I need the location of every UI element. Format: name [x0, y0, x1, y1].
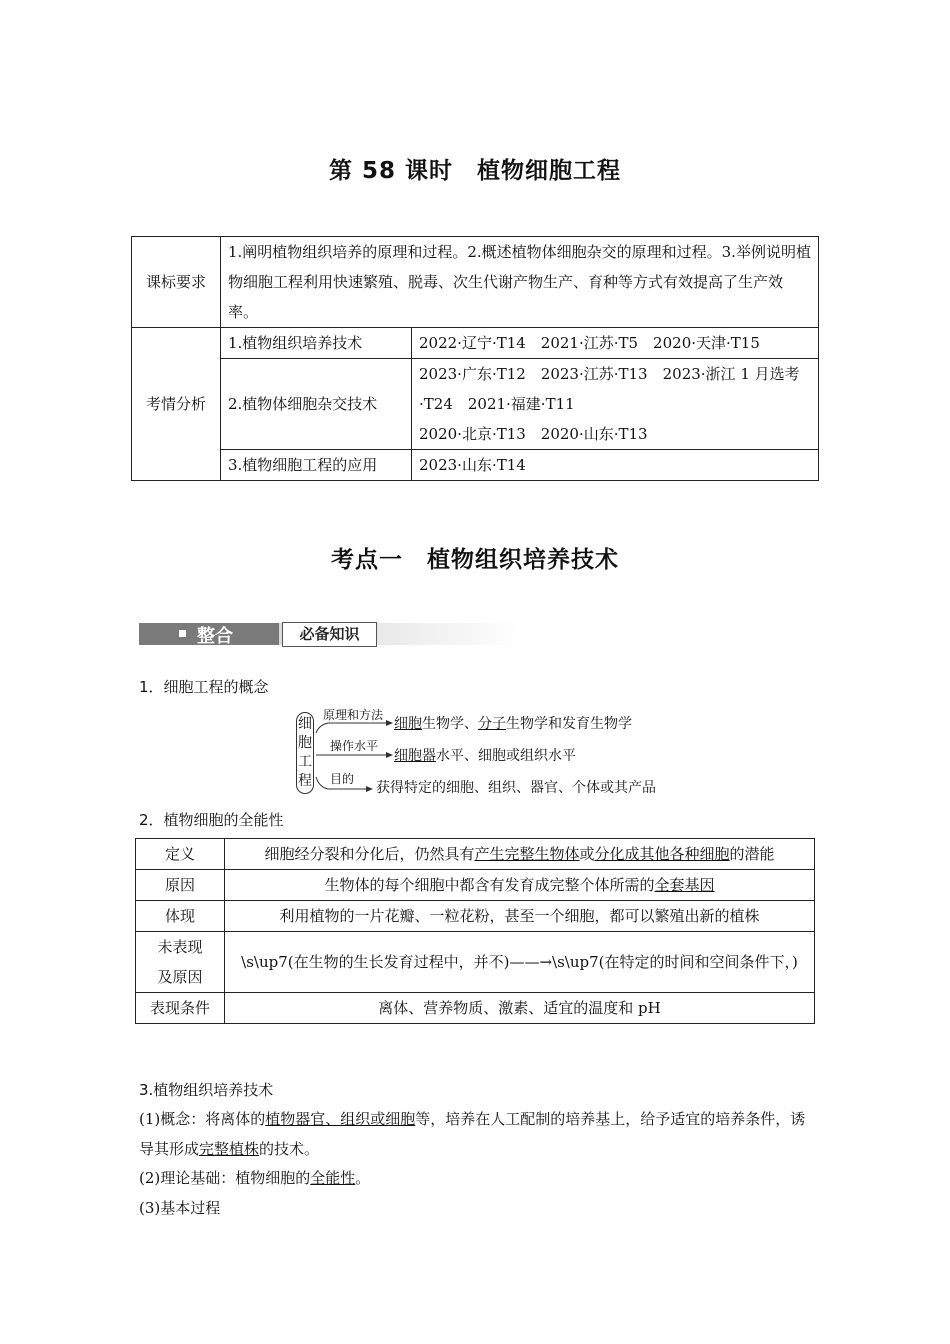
exam-cell	[412, 359, 819, 450]
topic-cell: 1.植物组织培养技术	[221, 328, 412, 359]
underlined-term: 完整植株	[199, 1140, 260, 1158]
underlined-term: 细胞器	[394, 748, 436, 764]
row-label	[136, 932, 225, 993]
underlined-term: 植物器官、组织或细胞	[265, 1110, 416, 1128]
branch-text	[394, 713, 632, 733]
text: (2)理论基础：植物细胞的	[139, 1169, 311, 1187]
row-label: 表现条件	[136, 993, 225, 1024]
row-content	[225, 839, 815, 870]
banner-tag: 必备知识	[282, 622, 377, 647]
text: 生物学和发育生物学	[506, 716, 632, 732]
text: 。	[355, 1169, 371, 1187]
heading-1: 1．细胞工程的概念	[139, 678, 269, 696]
square-icon	[179, 630, 186, 637]
text: (1)概念：将离体的	[139, 1110, 266, 1128]
course-requirements-header: 课标要求	[132, 237, 221, 328]
row-label: 定义	[136, 839, 225, 870]
paragraph-concept	[139, 1104, 811, 1164]
text: 的潜能	[729, 845, 775, 863]
underlined-term: 细胞	[394, 716, 422, 732]
section-banner	[139, 621, 521, 653]
heading-3: 3.植物组织培养技术	[139, 1081, 274, 1099]
row-content	[225, 870, 815, 901]
center-char: 胞	[298, 735, 312, 751]
row-content: 离体、营养物质、激素、适宜的温度和 pH	[225, 993, 815, 1024]
exam-cell: 2023·山东·T14	[412, 450, 819, 481]
requirements-table	[131, 236, 819, 481]
row-content: \s\up7(在生物的生长发育过程中，并不)——→\s\up7(在特定的时间和空间条件下，)	[225, 932, 815, 993]
branch-label: 原理和方法	[323, 708, 384, 722]
branch-label: 目的	[330, 772, 355, 786]
center-char: 程	[298, 773, 312, 789]
underlined-term: 全能性	[310, 1169, 356, 1187]
underlined-term: 分化成其他各种细胞	[594, 845, 730, 863]
center-char: 工	[298, 754, 312, 770]
concept-diagram	[292, 703, 672, 799]
row-label: 原因	[136, 870, 225, 901]
row-content: 利用植物的一片花瓣、一粒花粉，甚至一个细胞，都可以繁殖出新的植株	[225, 901, 815, 932]
branch-label: 操作水平	[330, 739, 379, 753]
paragraph-theory	[139, 1163, 370, 1193]
exam-analysis-header: 考情分析	[132, 328, 221, 481]
underlined-term: 分子	[478, 716, 506, 732]
text: 的技术。	[259, 1140, 320, 1158]
text: 生物体的每个细胞中都含有发育成完整个体所需的	[324, 876, 655, 894]
label-line: 未表现	[157, 938, 203, 956]
underlined-term: 产生完整生物体	[474, 845, 580, 863]
page-title: 第 58 课时 植物细胞工程	[328, 158, 622, 184]
heading-2: 2．植物细胞的全能性	[139, 811, 284, 829]
text: 水平、细胞或组织水平	[436, 748, 576, 764]
text: 等，培养在人工配制的培养基上，给予适宜的培养条件，诱导其形成	[139, 1110, 806, 1158]
exam-line: 2020·北京·T13 2020·山东·T13	[419, 425, 648, 443]
branch-text	[376, 777, 656, 797]
topic-cell: 3.植物细胞工程的应用	[221, 450, 412, 481]
label-line: 及原因	[157, 968, 203, 986]
text: 获得特定的细胞、组织、器官、个体或其产品	[376, 780, 656, 796]
center-char: 细	[298, 716, 312, 732]
underlined-term: 全套基因	[654, 876, 715, 894]
text: 细胞经分裂和分化后，仍然具有	[264, 845, 475, 863]
text: 或	[579, 845, 595, 863]
paragraph-process: (3)基本过程	[139, 1199, 221, 1217]
branch-text	[394, 745, 576, 765]
row-label: 体现	[136, 901, 225, 932]
section-title: 考点一 植物组织培养技术	[331, 547, 619, 573]
text: 生物学、	[422, 716, 478, 732]
topic-cell: 2.植物体细胞杂交技术	[221, 359, 412, 450]
exam-cell: 2022·辽宁·T14 2021·江苏·T5 2020·天津·T15	[412, 328, 819, 359]
exam-line: 2023·广东·T12 2023·江苏·T13 2023·浙江 1 月选考·T24 2021·福建·T11	[419, 365, 800, 413]
course-requirements-text: 1.阐明植物组织培养的原理和过程。2.概述植物体细胞杂交的原理和过程。3.举例说明植物细胞工程利用快速繁殖、脱毒、次生代谢产物生产、育种等方式有效提高了生产效率。	[221, 237, 819, 328]
banner-label: 整合	[197, 626, 233, 647]
totipotency-table	[135, 838, 815, 1024]
